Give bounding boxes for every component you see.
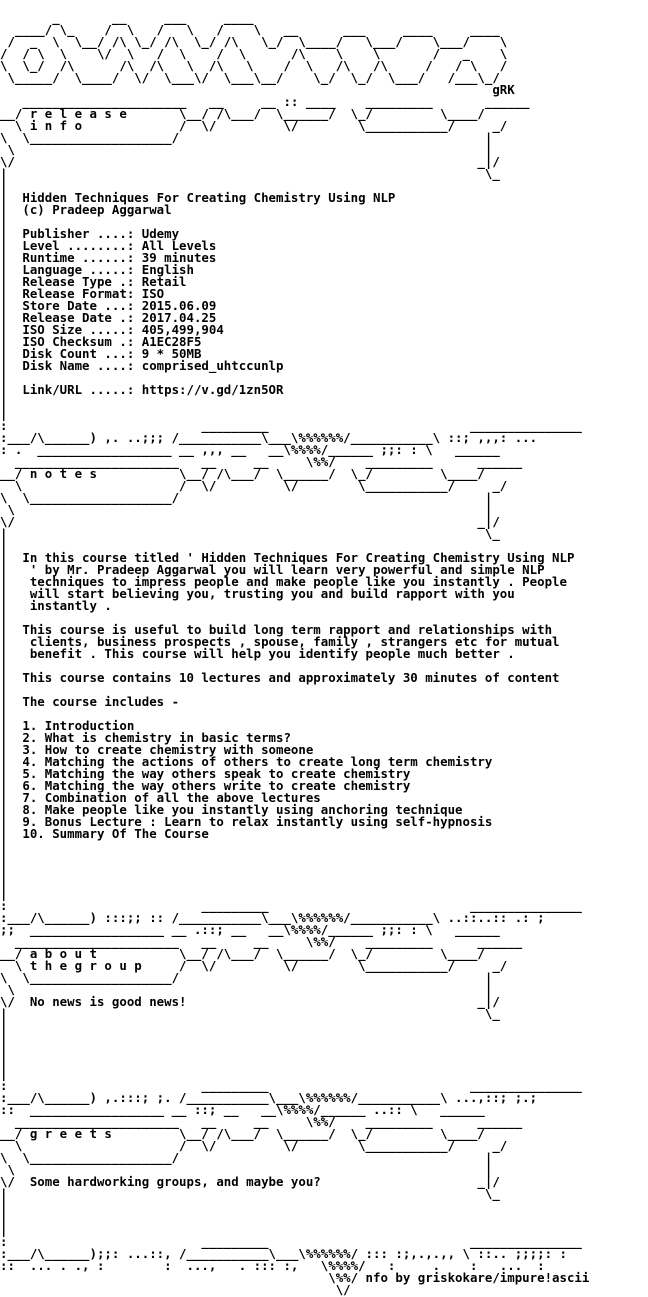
- nfo-line: | 4. Matching the actions of others to create long term chemistry: [0, 754, 493, 769]
- nfo-line: :___/\______) :::;; :: /___________\___\%%%%%%/___________\ ..::..:: .: ;: [0, 910, 545, 925]
- nfo-line: __/ r e l e a s e \__/ /\___/ \______/ \_/ \____/: [0, 106, 485, 121]
- nfo-line: : . __________________ __ ,,, __ __\%%%%/______ ;;: : \ ______: [0, 442, 500, 457]
- nfo-line: \/: [0, 1282, 351, 1297]
- nfo-line: | Publisher ....: Udemy: [0, 226, 180, 241]
- nfo-line: / / \ \ \/ \ / \ / \ /\ \ \ / _ \: [0, 46, 508, 61]
- nfo-line: | ISO Size .....: 405,499,904: [0, 322, 224, 337]
- nfo-line: |: [0, 874, 8, 889]
- nfo-line: | Release Date .: 2017.04.25: [0, 310, 217, 325]
- nfo-line: \%%/ nfo by griskokare/impure!ascii: [0, 1270, 590, 1285]
- nfo-line: | \_: [0, 166, 500, 181]
- nfo-line: | clients, business prospects , spouse, family , strangers etc for mutual: [0, 634, 560, 649]
- nfo-line: ____/ \_ / \ / \ / \ __ ___ ____ ____: [0, 22, 500, 37]
- nfo-line: \/ _|/: [0, 154, 500, 169]
- nfo-line: | 2. What is chemistry in basic terms?: [0, 730, 291, 745]
- nfo-line: |: [0, 838, 8, 853]
- nfo-line: | 10. Summary Of The Course: [0, 826, 209, 841]
- nfo-line: :: ... . ., : : ..., . ::: :, \%%%%/ : . : ... :: [0, 1258, 545, 1273]
- nfo-line: ______________________ __ __ :: ____ _________ ______: [0, 94, 530, 109]
- nfo-line: |: [0, 706, 8, 721]
- nfo-line: ;; __________________ __ .::; __ __\%%%%/______ ;;: : \ ______: [0, 922, 500, 937]
- nfo-line: | \_: [0, 1006, 500, 1021]
- nfo-line: | techniques to impress people and make people like you instantly . People: [0, 574, 567, 589]
- nfo-line: :___/\______) ,. ..;;; /___________\___\%%%%%%/___________\ ::; ,,,: ...: [0, 430, 538, 445]
- nfo-line: |: [0, 850, 8, 865]
- nfo-line: :___/\______) ,.:::; ;. /___________\___\%%%%%%/___________\ ...,::; ;.;: [0, 1090, 538, 1105]
- nfo-line: / _ \ \__/ /\ \_/ /\ \_/ /\ \_/ \____/ \___/ \___/ \: [0, 34, 508, 49]
- nfo-line: __/ n o t e s \__/ /\___/ \______/ \_/ \____/: [0, 466, 485, 481]
- nfo-line: | 8. Make people like you instantly using anchoring technique: [0, 802, 463, 817]
- nfo-line: \ t h e g r o u p / \/ \/ \___________/ _/: [0, 958, 508, 973]
- nfo-line: ______________________ __ __ \%%/ _________ ______: [0, 454, 523, 469]
- nfo-line: __/ g r e e t s \__/ /\___/ \______/ \_/ \____/: [0, 1126, 485, 1141]
- nfo-line: | (c) Pradeep Aggarwal: [0, 202, 172, 217]
- nfo-line: ______________________ __ __ \%%/ _________ ______: [0, 934, 523, 949]
- nfo-line: :: __________________ __ ::; __ __\%%%%/______ ..:: \ ______: [0, 1102, 485, 1117]
- nfo-line: :___/\______);;: ...::, /___________\___\%%%%%%/ ::: :;,.,.,, \ ::.. ;;;;: :: [0, 1246, 567, 1261]
- nfo-line: | ISO Checksum .: A1EC28F5: [0, 334, 202, 349]
- nfo-line: |: [0, 1066, 8, 1081]
- nfo-line: |: [0, 394, 8, 409]
- nfo-line: | \_: [0, 526, 500, 541]
- nfo-line: \ |: [0, 142, 493, 157]
- nfo-line: \ \___________________/ |: [0, 490, 493, 505]
- nfo-line: | \_: [0, 1186, 500, 1201]
- nfo-line: | Language .....: English: [0, 262, 194, 277]
- nfo-line: | Release Format: ISO: [0, 286, 165, 301]
- nfo-line: | 7. Combination of all the above lectures: [0, 790, 321, 805]
- nfo-line: | ' by Mr. Pradeep Aggarwal you will learn very powerful and simple NLP: [0, 562, 545, 577]
- nfo-line: | 5. Matching the way others speak to create chemistry: [0, 766, 411, 781]
- nfo-line: |: [0, 370, 8, 385]
- nfo-line: |: [0, 406, 8, 421]
- nfo-line: | 1. Introduction: [0, 718, 135, 733]
- nfo-line: |: [0, 862, 8, 877]
- nfo-line: __/ a b o u t \__/ /\___/ \______/ \_/ \____/: [0, 946, 485, 961]
- nfo-line: ______________________ __ __ \%%/ _________ ______: [0, 1114, 523, 1129]
- nfo-line: | 3. How to create chemistry with someone: [0, 742, 314, 757]
- nfo-line: | instantly .: [0, 598, 112, 613]
- nfo-line: |: [0, 1210, 8, 1225]
- nfo-line: |: [0, 658, 8, 673]
- nfo-line: | Store Date ...: 2015.06.09: [0, 298, 217, 313]
- nfo-line: |: [0, 1030, 8, 1045]
- nfo-line: | Runtime ......: 39 minutes: [0, 250, 217, 265]
- nfo-line: \ \_/ /\ /\ /\ \ /\ \ / \ /\ /\ / / \ /: [0, 58, 508, 73]
- nfo-line: \ |: [0, 502, 493, 517]
- nfo-line: _ __ ___ ____: [0, 10, 254, 25]
- nfo-line: | The course includes -: [0, 694, 180, 709]
- nfo-line: | In this course titled ' Hidden Techniques For Creating Chemistry Using NLP: [0, 550, 575, 565]
- nfo-line: | will start believing you, trusting you and build rapport with you: [0, 586, 515, 601]
- nfo-line: |: [0, 682, 8, 697]
- nfo-line: |: [0, 178, 8, 193]
- nfo-line: : _________ _______________: [0, 898, 582, 913]
- nfo-line: |: [0, 1018, 8, 1033]
- nfo-line: \ |: [0, 982, 493, 997]
- nfo-line: gRK: [0, 82, 515, 97]
- nfo-line: |: [0, 610, 8, 625]
- nfo-line: |: [0, 214, 8, 229]
- nfo-line: \/ Some hardworking groups, and maybe you? _|/: [0, 1174, 500, 1189]
- nfo-line: \ \___________________/ |: [0, 1150, 493, 1165]
- nfo-line: |: [0, 1222, 8, 1237]
- nfo-line: \ / \/ \/ \___________/ _/: [0, 478, 508, 493]
- nfo-line: | Hidden Techniques For Creating Chemistry Using NLP: [0, 190, 396, 205]
- nfo-line: : _________ _______________: [0, 418, 582, 433]
- nfo-line: \ / \/ \/ \___________/ _/: [0, 1138, 508, 1153]
- nfo-line: : _________ _______________: [0, 1078, 582, 1093]
- nfo-line: | Disk Count ...: 9 * 50MB: [0, 346, 202, 361]
- nfo-line: |: [0, 1042, 8, 1057]
- nfo-line: | 6. Matching the way others write to create chemistry: [0, 778, 411, 793]
- nfo-line: : _________ _______________: [0, 1234, 582, 1249]
- nfo-line: | Release Type .: Retail: [0, 274, 187, 289]
- nfo-line: \/ No news is good news! _|/: [0, 994, 500, 1009]
- nfo-line: | Level ........: All Levels: [0, 238, 217, 253]
- nfo-line: \ |: [0, 1162, 493, 1177]
- nfo-line: | Disk Name ....: comprised_uhtccunlp: [0, 358, 284, 373]
- nfo-line: | Link/URL .....: https://v.gd/1zn5OR: [0, 382, 284, 397]
- nfo-line: \ \___________________/ |: [0, 970, 493, 985]
- nfo-line: | 9. Bonus Lecture : Learn to relax instantly using self-hypnosis: [0, 814, 493, 829]
- nfo-line: | This course is useful to build long term rapport and relationships with: [0, 622, 553, 637]
- nfo-line: | benefit . This course will help you identify people much better .: [0, 646, 515, 661]
- nfo-line: \/ _|/: [0, 514, 500, 529]
- nfo-line: |: [0, 1198, 8, 1213]
- nfo-line: \ \___________________/ |: [0, 130, 493, 145]
- nfo-line: \_____/ \____/ \/ \___\/ \___\__/ \_/ \_/ \___/ /___\_/: [0, 70, 500, 85]
- nfo-line: |: [0, 1054, 8, 1069]
- nfo-line: | This course contains 10 lectures and approximately 30 minutes of content: [0, 670, 560, 685]
- nfo-line: |: [0, 538, 8, 553]
- nfo-line: \ i n f o / \/ \/ \___________/ _/: [0, 118, 508, 133]
- nfo-line: |: [0, 886, 8, 901]
